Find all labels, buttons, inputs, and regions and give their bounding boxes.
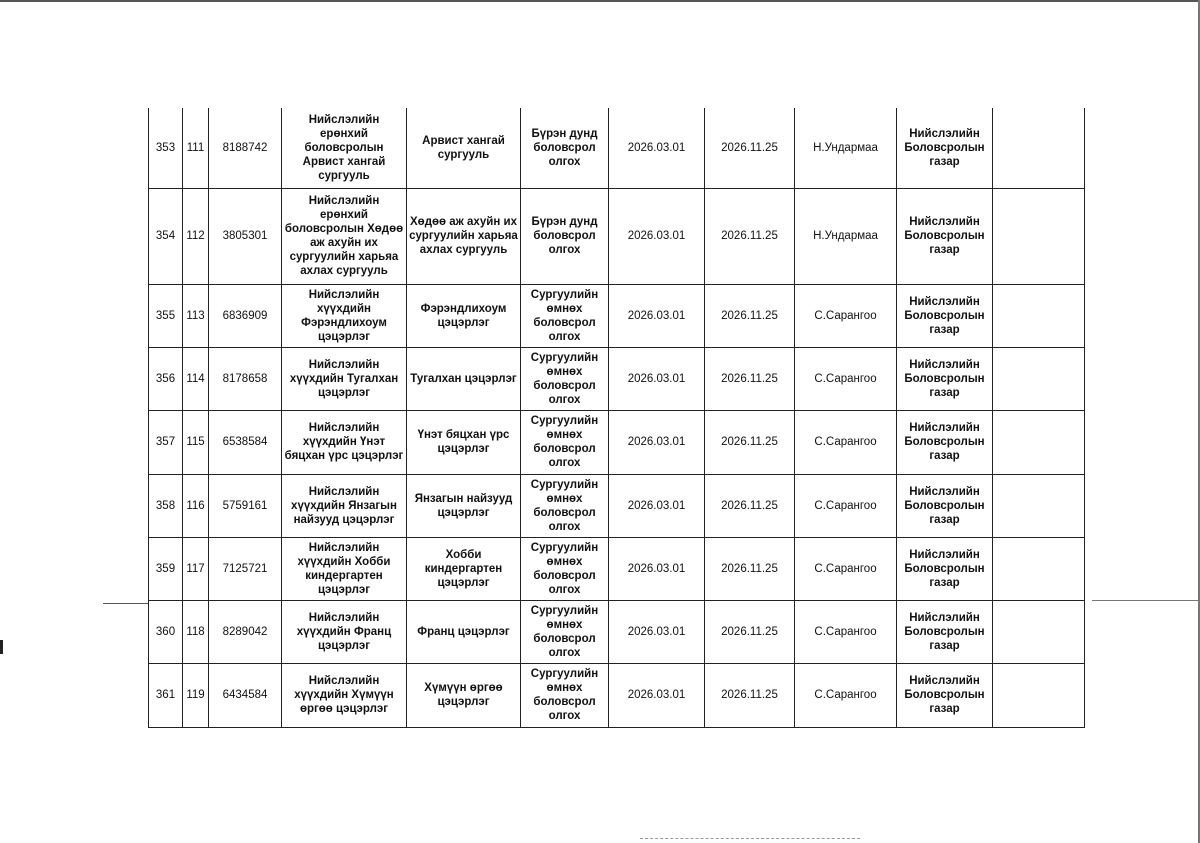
start-date: 2026.03.01 <box>609 347 705 410</box>
end-date: 2026.11.25 <box>705 108 795 188</box>
row-sub-number: 112 <box>183 188 209 284</box>
end-date: 2026.11.25 <box>705 600 795 663</box>
table-row <box>149 410 1085 474</box>
register-number: 8289042 <box>209 600 282 663</box>
register-number: 6434584 <box>209 663 282 727</box>
note-cell <box>993 284 1085 347</box>
start-date: 2026.03.01 <box>609 108 705 188</box>
organization-short-name: Тугалхан цэцэрлэг <box>407 347 521 410</box>
issuing-authority: Нийслэлийн Боловсролын газар <box>897 474 993 537</box>
start-date: 2026.03.01 <box>609 537 705 600</box>
end-date: 2026.11.25 <box>705 537 795 600</box>
officer-name: Н.Ундармаа <box>795 188 897 284</box>
start-date: 2026.03.01 <box>609 474 705 537</box>
register-number: 8188742 <box>209 108 282 188</box>
end-date: 2026.11.25 <box>705 474 795 537</box>
table-row <box>149 600 1085 663</box>
activity-type: Сургуулийн өмнөх боловсрол олгох <box>521 410 609 474</box>
note-cell <box>993 108 1085 188</box>
start-date: 2026.03.01 <box>609 600 705 663</box>
start-date: 2026.03.01 <box>609 410 705 474</box>
end-date: 2026.11.25 <box>705 410 795 474</box>
table-row <box>149 188 1085 284</box>
organization-name: Нийслэлийн хүүхдийн Янзагын найзууд цэцэрлэг <box>282 474 407 537</box>
row-number: 353 <box>149 108 183 188</box>
organization-short-name: Фэрэндлихоум цэцэрлэг <box>407 284 521 347</box>
note-cell <box>993 474 1085 537</box>
organization-short-name: Арвист хангай сургууль <box>407 108 521 188</box>
organization-short-name: Янзагын найзууд цэцэрлэг <box>407 474 521 537</box>
row-sub-number: 118 <box>183 600 209 663</box>
row-number: 360 <box>149 600 183 663</box>
note-cell <box>993 347 1085 410</box>
register-number: 3805301 <box>209 188 282 284</box>
activity-type: Сургуулийн өмнөх боловсрол олгох <box>521 537 609 600</box>
organization-short-name: Франц цэцэрлэг <box>407 600 521 663</box>
activity-type: Сургуулийн өмнөх боловсрол олгох <box>521 474 609 537</box>
table-row <box>149 663 1085 727</box>
register-number: 6836909 <box>209 284 282 347</box>
note-cell <box>993 537 1085 600</box>
officer-name: С.Сарангоо <box>795 537 897 600</box>
issuing-authority: Нийслэлийн Боловсролын газар <box>897 410 993 474</box>
row-number: 355 <box>149 284 183 347</box>
scan-line-right <box>1092 600 1200 601</box>
register-number: 8178658 <box>209 347 282 410</box>
row-sub-number: 113 <box>183 284 209 347</box>
register-number: 7125721 <box>209 537 282 600</box>
register-number: 6538584 <box>209 410 282 474</box>
officer-name: С.Сарангоо <box>795 410 897 474</box>
row-sub-number: 111 <box>183 108 209 188</box>
table-row <box>149 108 1085 188</box>
row-sub-number: 115 <box>183 410 209 474</box>
registry-table-body <box>149 108 1085 727</box>
activity-type: Сургуулийн өмнөх боловсрол олгох <box>521 347 609 410</box>
organization-name: Нийслэлийн ерөнхий боловсролын Арвист хангай сургууль <box>282 108 407 188</box>
organization-name: Нийслэлийн хүүхдийн Тугалхан цэцэрлэг <box>282 347 407 410</box>
end-date: 2026.11.25 <box>705 188 795 284</box>
officer-name: Н.Ундармаа <box>795 108 897 188</box>
register-number: 5759161 <box>209 474 282 537</box>
start-date: 2026.03.01 <box>609 663 705 727</box>
table-row <box>149 537 1085 600</box>
officer-name: С.Сарангоо <box>795 600 897 663</box>
row-sub-number: 119 <box>183 663 209 727</box>
scan-line-bottom <box>640 838 860 840</box>
issuing-authority: Нийслэлийн Боловсролын газар <box>897 600 993 663</box>
row-number: 357 <box>149 410 183 474</box>
note-cell <box>993 410 1085 474</box>
note-cell <box>993 188 1085 284</box>
officer-name: С.Сарангоо <box>795 284 897 347</box>
note-cell <box>993 600 1085 663</box>
organization-name: Нийслэлийн хүүхдийн Хобби киндергартен цэцэрлэг <box>282 537 407 600</box>
scan-edge-top <box>0 0 1200 2</box>
officer-name: С.Сарангоо <box>795 663 897 727</box>
activity-type: Сургуулийн өмнөх боловсрол олгох <box>521 663 609 727</box>
organization-name: Нийслэлийн хүүхдийн Хүмүүн өргөө цэцэрлэг <box>282 663 407 727</box>
activity-type: Бүрэн дунд боловсрол олгох <box>521 188 609 284</box>
issuing-authority: Нийслэлийн Боловсролын газар <box>897 188 993 284</box>
end-date: 2026.11.25 <box>705 347 795 410</box>
row-number: 358 <box>149 474 183 537</box>
issuing-authority: Нийслэлийн Боловсролын газар <box>897 537 993 600</box>
organization-short-name: Үнэт бяцхан үрс цэцэрлэг <box>407 410 521 474</box>
row-sub-number: 117 <box>183 537 209 600</box>
issuing-authority: Нийслэлийн Боловсролын газар <box>897 108 993 188</box>
activity-type: Сургуулийн өмнөх боловсрол олгох <box>521 284 609 347</box>
organization-short-name: Хөдөө аж ахуйн их сургуулийн харьяа ахлах сургууль <box>407 188 521 284</box>
table-row <box>149 347 1085 410</box>
row-sub-number: 114 <box>183 347 209 410</box>
scan-line-left <box>103 603 149 604</box>
scan-mark-left <box>0 640 3 654</box>
table-row <box>149 474 1085 537</box>
issuing-authority: Нийслэлийн Боловсролын газар <box>897 663 993 727</box>
organization-short-name: Хобби киндергартен цэцэрлэг <box>407 537 521 600</box>
issuing-authority: Нийслэлийн Боловсролын газар <box>897 347 993 410</box>
officer-name: С.Сарангоо <box>795 474 897 537</box>
row-number: 354 <box>149 188 183 284</box>
organization-short-name: Хүмүүн өргөө цэцэрлэг <box>407 663 521 727</box>
organization-name: Нийслэлийн ерөнхий боловсролын Хөдөө аж ахуйн их сургуулийн харьяа ахлах сургууль <box>282 188 407 284</box>
row-number: 356 <box>149 347 183 410</box>
end-date: 2026.11.25 <box>705 284 795 347</box>
activity-type: Сургуулийн өмнөх боловсрол олгох <box>521 600 609 663</box>
note-cell <box>993 663 1085 727</box>
organization-name: Нийслэлийн хүүхдийн Франц цэцэрлэг <box>282 600 407 663</box>
row-number: 359 <box>149 537 183 600</box>
registry-table <box>148 108 1085 728</box>
issuing-authority: Нийслэлийн Боловсролын газар <box>897 284 993 347</box>
organization-name: Нийслэлийн хүүхдийн Фэрэндлихоум цэцэрлэг <box>282 284 407 347</box>
table-row <box>149 284 1085 347</box>
activity-type: Бүрэн дунд боловсрол олгох <box>521 108 609 188</box>
row-number: 361 <box>149 663 183 727</box>
organization-name: Нийслэлийн хүүхдийн Үнэт бяцхан үрс цэцэрлэг <box>282 410 407 474</box>
row-sub-number: 116 <box>183 474 209 537</box>
officer-name: С.Сарангоо <box>795 347 897 410</box>
start-date: 2026.03.01 <box>609 188 705 284</box>
end-date: 2026.11.25 <box>705 663 795 727</box>
start-date: 2026.03.01 <box>609 284 705 347</box>
